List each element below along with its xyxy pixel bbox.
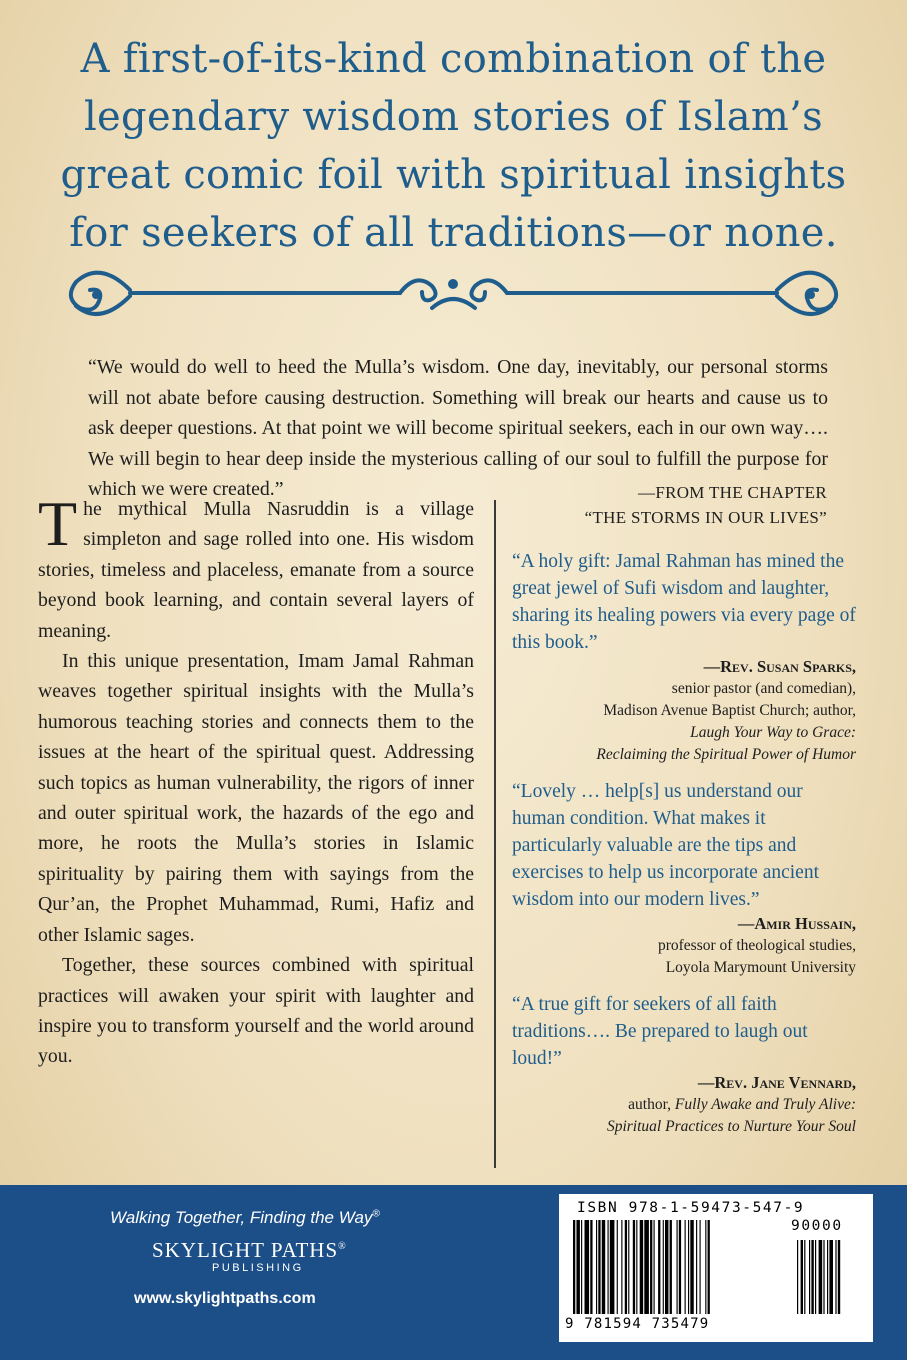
description-paragraph: Together, these sources combined with spiritual practices will awaken your spirit with laughter and inspire you to transform yourself and the world around you. [38,954,474,1068]
publisher-logo: SKYLIGHT PATHS® [152,1238,347,1262]
barcode-addon-bar [819,1240,823,1314]
barcode [559,1194,873,1342]
barcode-addon-bar [811,1240,813,1314]
barcode-bar [596,1220,597,1314]
barcode-addon-bar [827,1240,828,1314]
barcode-bar [688,1220,689,1314]
headline-line: great comic foil with spiritual insights [60,152,847,198]
barcode-bar [581,1220,582,1314]
endorsement [512,991,856,1138]
barcode-bar [610,1220,615,1314]
endorser-affiliation: professor of theological studies, [657,937,856,954]
endorsement-text: “A holy gift: Jamal Rahman has mined the great jewel of Sufi wisdom and laughter, sharing its healing powers via every page of this book.” [512,551,856,653]
barcode-bar [679,1220,681,1314]
attribution-line: “THE STORMS IN OUR LIVES” [584,508,827,527]
barcode-addon-bar [801,1240,803,1314]
excerpt-attribution [427,480,827,530]
endorser-book-title: Laugh Your Way to Grace: [690,724,856,741]
barcode-bar [700,1220,701,1314]
barcode-bar [617,1220,618,1314]
barcode-bar [658,1220,660,1314]
barcode-addon-bar [823,1240,824,1314]
endorser-affiliation: senior pastor (and comedian), [671,680,856,697]
barcode-bar [705,1220,706,1314]
endorser-name: —Rev. Jane Vennard, [697,1073,856,1092]
chapter-excerpt: “We would do well to heed the Mulla’s wisdom. One day, inevitably, our personal storms will not abate before causing destruction. Something will break our hearts and cause us to ask deeper questions. At that point we will become spiritual seekers, each in our own way…. We will begin to hear deep inside the mysterious calling of our soul to fulfill the purpose for which we were created.” [88,356,828,500]
scroll-ornament-icon [60,262,847,324]
barcode-bar [625,1220,627,1314]
barcode-addon-bar [835,1240,836,1314]
endorsement [512,548,856,766]
barcode-bar [644,1220,649,1314]
barcode-bar [602,1220,605,1314]
barcode-bar [685,1220,686,1314]
barcode-addon-bar [838,1240,840,1314]
headline [30,30,877,262]
endorsement-text: “Lovely … help[s] us understand our human condition. What makes it particularly valuable are the tips and exercises to help us incorporate ancient wisdom into our modern lives.” [512,781,820,910]
endorser-book-subtitle: Reclaiming the Spiritual Power of Humor [596,746,856,763]
barcode-bar [654,1220,655,1314]
book-description [38,488,474,1072]
barcode-bar [640,1220,643,1314]
description-paragraph [38,488,474,646]
barcode-bar [663,1220,664,1314]
barcode-bar [696,1220,697,1314]
paragraph-text: he mythical Mulla Nasruddin is a village simpleton and sage rolled into one. His wisdom stories, timeless and placeless, emanate from a source beyond book learning, and contain several layers of meaning. [38,498,474,642]
description-paragraph: In this unique presentation, Imam Jamal Rahman weaves together spiritual insights with the Mulla’s humorous teaching stories and connects them to the issues at the heart of the spiritual quest. Addressing such topics as human vulnerability, the rigors of inner and outer spiritual work, the hazards of the ego and more, he roots the Mulla’s stories in Islamic spirituality by pairing them with sayings from the Qur’an, the Prophet Muhammad, Rumi, Hafiz and other Islamic sages. [38,650,474,946]
barcode-bar [608,1220,609,1314]
publisher-logo-subtitle: PUBLISHING [212,1262,304,1274]
barcode-bar [708,1220,710,1314]
barcode-bar [690,1220,693,1314]
barcode-bar [573,1220,575,1314]
barcode-bars-icon [569,1220,869,1316]
price-code: 90000 [791,1218,843,1234]
endorsement [512,778,856,979]
endorsement-text: “A true gift for seekers of all faith traditions…. Be prepared to laugh out loud!” [512,994,808,1069]
column-divider [494,500,496,1168]
barcode-addon-bar [804,1240,805,1314]
endorsements [512,548,856,1150]
barcode-bar [677,1220,678,1314]
barcode-bar [585,1220,590,1314]
barcode-bar [621,1220,622,1314]
barcode-addon-bar [809,1240,810,1314]
ean-digits: 9 781594 735479 [565,1316,710,1332]
barcode-bar [636,1220,637,1314]
drop-cap: T [38,488,78,559]
barcode-addon-bar [815,1240,816,1314]
barcode-bar [633,1220,635,1314]
attribution-line: —FROM THE CHAPTER [638,483,827,502]
barcode-bar [598,1220,600,1314]
barcode-bar [670,1220,672,1314]
publisher-url: www.skylightpaths.com [134,1290,316,1307]
barcode-bar [665,1220,668,1314]
publisher-tagline: Walking Together, Finding the Way® [110,1208,380,1227]
endorser-name: —Amir Hussain, [737,914,856,933]
barcode-bar [650,1220,652,1314]
endorser-affiliation: Loyola Marymount University [665,959,856,976]
endorser-affiliation: Madison Avenue Baptist Church; author, [603,702,856,719]
endorser-book-subtitle: Spiritual Practices to Nurture Your Soul [606,1118,856,1135]
headline-line: legendary wisdom stories of Islam’s [83,94,824,140]
barcode-bar [590,1220,592,1314]
isbn-number: ISBN 978-1-59473-547-9 [577,1200,805,1216]
endorser-name: —Rev. Susan Sparks, [703,657,856,676]
barcode-addon-bar [797,1240,798,1314]
barcode-bar [628,1220,629,1314]
headline-line: for seekers of all traditions—or none. [69,210,838,256]
endorser-affiliation: author, Fully Awake and Truly Alive: [628,1096,856,1113]
headline-line: A first-of-its-kind combination of the [80,36,827,82]
barcode-addon-bar [829,1240,833,1314]
barcode-bar [576,1220,579,1314]
